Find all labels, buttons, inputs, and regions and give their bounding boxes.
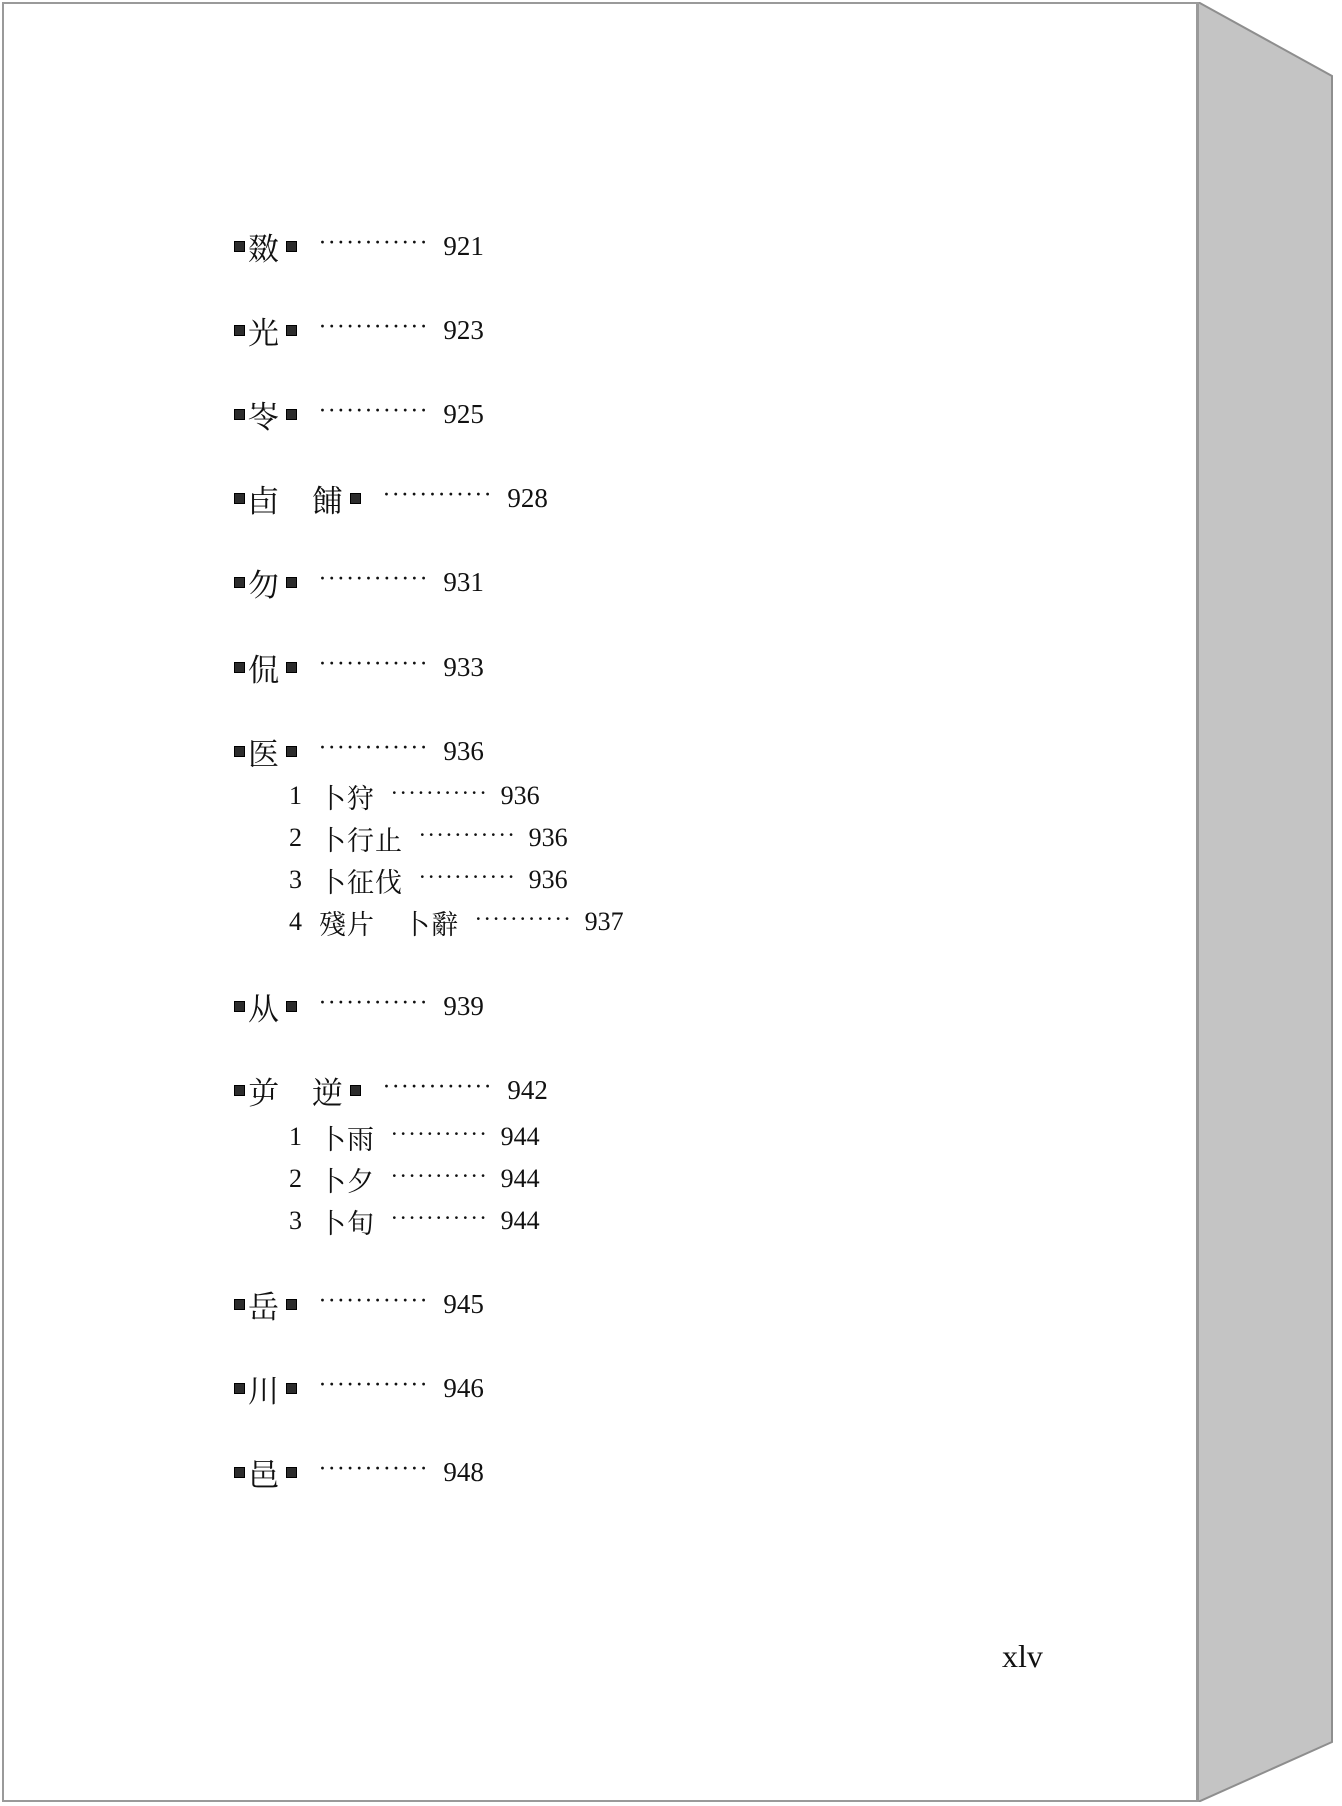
square-marker-icon: [286, 325, 297, 336]
entry-term: 敪: [248, 231, 280, 268]
entry-page-number: 946: [443, 1372, 484, 1403]
leader-dots: ···········: [391, 1164, 489, 1188]
square-marker-icon: [286, 746, 297, 757]
square-marker-icon: [350, 493, 361, 504]
leader-dots: ············: [319, 398, 430, 424]
entry-page-number: 945: [443, 1288, 484, 1319]
square-marker-icon: [286, 1299, 297, 1310]
subentry-number: 2: [289, 823, 302, 852]
square-marker-icon: [234, 746, 245, 757]
toc-entry: [234, 226, 484, 266]
subentry-page-number: 944: [500, 1122, 540, 1151]
entry-term: 勿: [248, 567, 280, 604]
leader-dots: ············: [319, 990, 430, 1016]
toc-subentry: [289, 904, 624, 940]
square-marker-icon: [234, 1085, 245, 1096]
toc-entry: [234, 478, 548, 518]
entry-term: 岳: [248, 1289, 280, 1326]
square-marker-icon: [234, 493, 245, 504]
toc-entry: [234, 647, 484, 687]
leader-dots: ············: [319, 314, 430, 340]
subentry-page-number: 936: [528, 865, 568, 894]
subentry-number: 2: [289, 1164, 302, 1193]
leader-dots: ············: [383, 1074, 494, 1100]
subentry-label: 卜狩: [319, 783, 375, 815]
subentry-number: 1: [289, 1122, 302, 1151]
toc-entry: [234, 562, 484, 602]
toc-entry: [234, 1070, 548, 1110]
square-marker-icon: [286, 577, 297, 588]
subentry-number: 1: [289, 781, 302, 810]
square-marker-icon: [286, 1383, 297, 1394]
subentry-page-number: 936: [500, 781, 540, 810]
square-marker-icon: [234, 577, 245, 588]
subentry-label: 卜征伐: [319, 867, 403, 899]
subentry-page-number: 936: [528, 823, 568, 852]
entry-page-number: 931: [443, 566, 484, 597]
entry-page-number: 948: [443, 1456, 484, 1487]
entry-page-number: 933: [443, 651, 484, 682]
leader-dots: ···········: [419, 865, 517, 889]
leader-dots: ···········: [391, 1206, 489, 1230]
square-marker-icon: [234, 325, 245, 336]
leader-dots: ···········: [419, 823, 517, 847]
entry-term: 岺: [248, 399, 280, 436]
page-folio-number: xlv: [1002, 1638, 1043, 1674]
square-marker-icon: [234, 1383, 245, 1394]
toc-subentry: [289, 820, 568, 856]
book-page-edge: [1198, 2, 1334, 1802]
leader-dots: ············: [319, 1372, 430, 1398]
entry-term: 光: [248, 315, 280, 352]
leader-dots: ············: [319, 1456, 430, 1482]
toc-entry: [234, 1452, 484, 1492]
toc-subentry: [289, 862, 568, 898]
square-marker-icon: [286, 241, 297, 252]
entry-page-number: 921: [443, 230, 484, 261]
entry-page-number: 942: [507, 1074, 548, 1105]
subentry-label: 卜夕: [319, 1166, 375, 1198]
entry-term: 卣 餔: [248, 483, 344, 520]
square-marker-icon: [234, 241, 245, 252]
square-marker-icon: [286, 1467, 297, 1478]
square-marker-icon: [234, 662, 245, 673]
entry-page-number: 936: [443, 735, 484, 766]
entry-term: 医: [248, 736, 280, 773]
subentry-label: 卜雨: [319, 1124, 375, 1156]
toc-subentry: [289, 1119, 540, 1155]
subentry-number: 3: [289, 865, 302, 894]
subentry-label: 殘片 卜辭: [319, 909, 459, 941]
toc-entry: [234, 1368, 484, 1408]
subentry-label: 卜行止: [319, 825, 403, 857]
entry-page-number: 925: [443, 398, 484, 429]
entry-term: 屰 逆: [248, 1075, 344, 1112]
entry-page-number: 928: [507, 482, 548, 513]
toc-subentry: [289, 778, 540, 814]
entry-page-number: 923: [443, 314, 484, 345]
document-page: [2, 2, 1198, 1802]
square-marker-icon: [234, 409, 245, 420]
leader-dots: ············: [319, 1288, 430, 1314]
page-edge-shape: [1198, 2, 1334, 1802]
subentry-label: 卜旬: [319, 1208, 375, 1240]
leader-dots: ···········: [391, 781, 489, 805]
leader-dots: ············: [319, 566, 430, 592]
toc-subentry: [289, 1161, 540, 1197]
toc-entry: [234, 1284, 484, 1324]
square-marker-icon: [286, 409, 297, 420]
square-marker-icon: [234, 1001, 245, 1012]
leader-dots: ············: [319, 735, 430, 761]
subentry-number: 4: [289, 907, 302, 936]
entry-term: 川: [248, 1373, 280, 1410]
toc-entry: [234, 731, 484, 771]
toc-entry: [234, 394, 484, 434]
toc-subentry: [289, 1203, 540, 1239]
entry-term: 侃: [248, 652, 280, 689]
subentry-page-number: 944: [500, 1206, 540, 1235]
subentry-number: 3: [289, 1206, 302, 1235]
entry-term: 邑: [248, 1457, 280, 1494]
square-marker-icon: [286, 662, 297, 673]
leader-dots: ············: [319, 651, 430, 677]
leader-dots: ···········: [475, 907, 573, 931]
entry-page-number: 939: [443, 990, 484, 1021]
leader-dots: ···········: [391, 1122, 489, 1146]
subentry-page-number: 937: [584, 907, 624, 936]
square-marker-icon: [234, 1299, 245, 1310]
entry-term: 从: [248, 991, 280, 1028]
square-marker-icon: [350, 1085, 361, 1096]
leader-dots: ············: [319, 230, 430, 256]
leader-dots: ············: [383, 482, 494, 508]
toc-entry: [234, 310, 484, 350]
subentry-page-number: 944: [500, 1164, 540, 1193]
toc-entry: [234, 986, 484, 1026]
square-marker-icon: [286, 1001, 297, 1012]
square-marker-icon: [234, 1467, 245, 1478]
